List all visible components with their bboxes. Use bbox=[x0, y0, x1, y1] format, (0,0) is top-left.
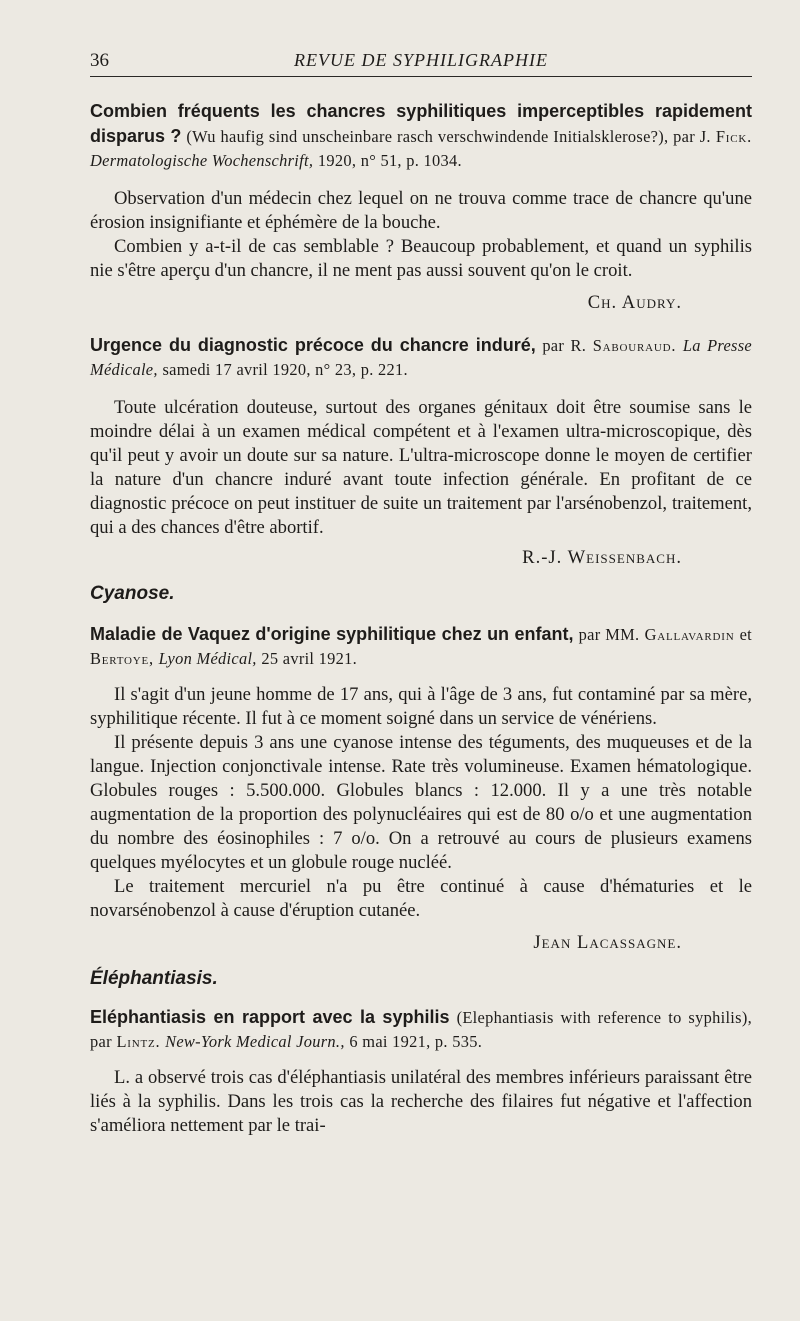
article-3-source-et: et bbox=[739, 625, 753, 644]
article-2-heading bbox=[90, 333, 752, 382]
article-1-source-pre: (Wu haufig sind unscheinbare rasch verschwindende Initialsklerose?), par J. bbox=[186, 127, 711, 146]
article-2-title: Urgence du diagnostic précoce du chancre induré, bbox=[90, 335, 536, 355]
article-4-source-journal: New-York Medical Journ., bbox=[165, 1032, 345, 1051]
article-3-paragraph-3: Le traitement mercuriel n'a pu être continué à cause d'hématuries et le novarsénobenzol à cause d'éruption cutanée. bbox=[90, 876, 752, 921]
article-3-source-post: 25 avril 1921. bbox=[261, 649, 358, 668]
article-4-source-post: 6 mai 1921, p. 535. bbox=[349, 1032, 483, 1051]
article-4-source-pre: (Elephantiasis with reference to syphilis), par bbox=[90, 1008, 752, 1051]
article-4-source-author: Lintz. bbox=[116, 1032, 161, 1051]
article-3-source-author-1: Gallavardin bbox=[644, 625, 735, 644]
page-number: 36 bbox=[90, 50, 109, 71]
article-1-paragraph-1: Observation d'un médecin chez lequel on ne trouva comme trace de chancre qu'une érosion insignifiante et éphémère de la bouche. bbox=[90, 188, 752, 233]
article-2-source-post: samedi 17 avril 1920, n° 23, p. 221. bbox=[162, 360, 408, 379]
article-3-signature: Jean Lacassagne. bbox=[533, 932, 682, 953]
article-1-source-journal: Dermatologische Wochenschrift, bbox=[90, 151, 314, 170]
section-elephantiasis-title: Éléphantiasis. bbox=[90, 968, 218, 989]
article-3-source-author-2: Bertoye, bbox=[90, 649, 154, 668]
article-2-paragraph-1: Toute ulcération douteuse, surtout des organes génitaux doit être soumise sans le moindre délai à un examen médical compétent et à l'examen ultra-microscopique, dès qu'il peut y avoir un doute sur sa nature. L'ultra-microscope donne le moyen de certifier la nature d'un chancre induré avant toute infection générale. En profitant de ce diagnostic précoce on peut instituer de suite un traitement par l'arsénobenzol, traitement, qui a des chances d'être abortif. bbox=[90, 397, 752, 538]
article-2-source-author: Sabouraud. bbox=[592, 336, 677, 355]
article-3-source-journal: Lyon Médical, bbox=[158, 649, 257, 668]
article-1-signature: Ch. Audry. bbox=[587, 292, 682, 313]
article-2-signature: R.-J. Weissenbach. bbox=[522, 547, 682, 568]
article-2-source-pre: par R. bbox=[542, 336, 587, 355]
article-3-paragraph-2: Il présente depuis 3 ans une cyanose intense des téguments, des muqueuses et de la langue. Injection conjonctivale intense. Rate très volumineuse. Examen hématologique. Globules rouges : 5.500.000. Globules blancs : 12.000. Il y a une très notable augmentation de la proportion des polynucléaires qui est de 80 o/o et une augmentation du nombre des éosinophiles : 7 o/o. On a retrouvé au cours de plusieurs examens quelques myélocytes et un globule rouge nucléé. bbox=[90, 732, 752, 873]
article-4-title: Eléphantiasis en rapport avec la syphilis bbox=[90, 1007, 450, 1027]
article-3-paragraph-1: Il s'agit d'un jeune homme de 17 ans, qui à l'âge de 3 ans, fut contaminé par sa mère, syphilitique récente. Il fut à ce moment soigné dans un service de vénériens. bbox=[90, 684, 752, 729]
article-1-paragraph-2: Combien y a-t-il de cas semblable ? Beaucoup probablement, et quand un syphilis nie s'être aperçu d'un chancre, il ne ment pas aussi souvent qu'on le croit. bbox=[90, 236, 752, 281]
article-3-title: Maladie de Vaquez d'origine syphilitique chez un enfant, bbox=[90, 624, 574, 644]
journal-title: REVUE DE SYPHILIGRAPHIE bbox=[294, 50, 548, 70]
article-1-source-post: 1920, n° 51, p. 1034. bbox=[317, 151, 462, 170]
article-3-heading bbox=[90, 622, 752, 671]
running-head bbox=[90, 50, 752, 77]
article-1-heading bbox=[90, 99, 752, 173]
article-1-title: Combien fréquents les chancres syphilitiques imperceptibles rapidement disparus ? bbox=[90, 101, 752, 146]
page-content bbox=[90, 99, 752, 1138]
article-1-source-author: Fick. bbox=[715, 127, 752, 146]
section-cyanose-title: Cyanose. bbox=[90, 583, 175, 604]
article-2-source-journal: La Presse Médicale, bbox=[90, 336, 752, 379]
article-4-paragraph-1: L. a observé trois cas d'éléphantiasis unilatéral des membres inférieurs paraissant être liés à la syphilis. Dans les trois cas la recherche des filaires fut négative et l'affection s'améliora nettement par le trai- bbox=[90, 1067, 752, 1136]
article-4-heading bbox=[90, 1005, 752, 1054]
article-3-source-pre: par MM. bbox=[578, 625, 640, 644]
